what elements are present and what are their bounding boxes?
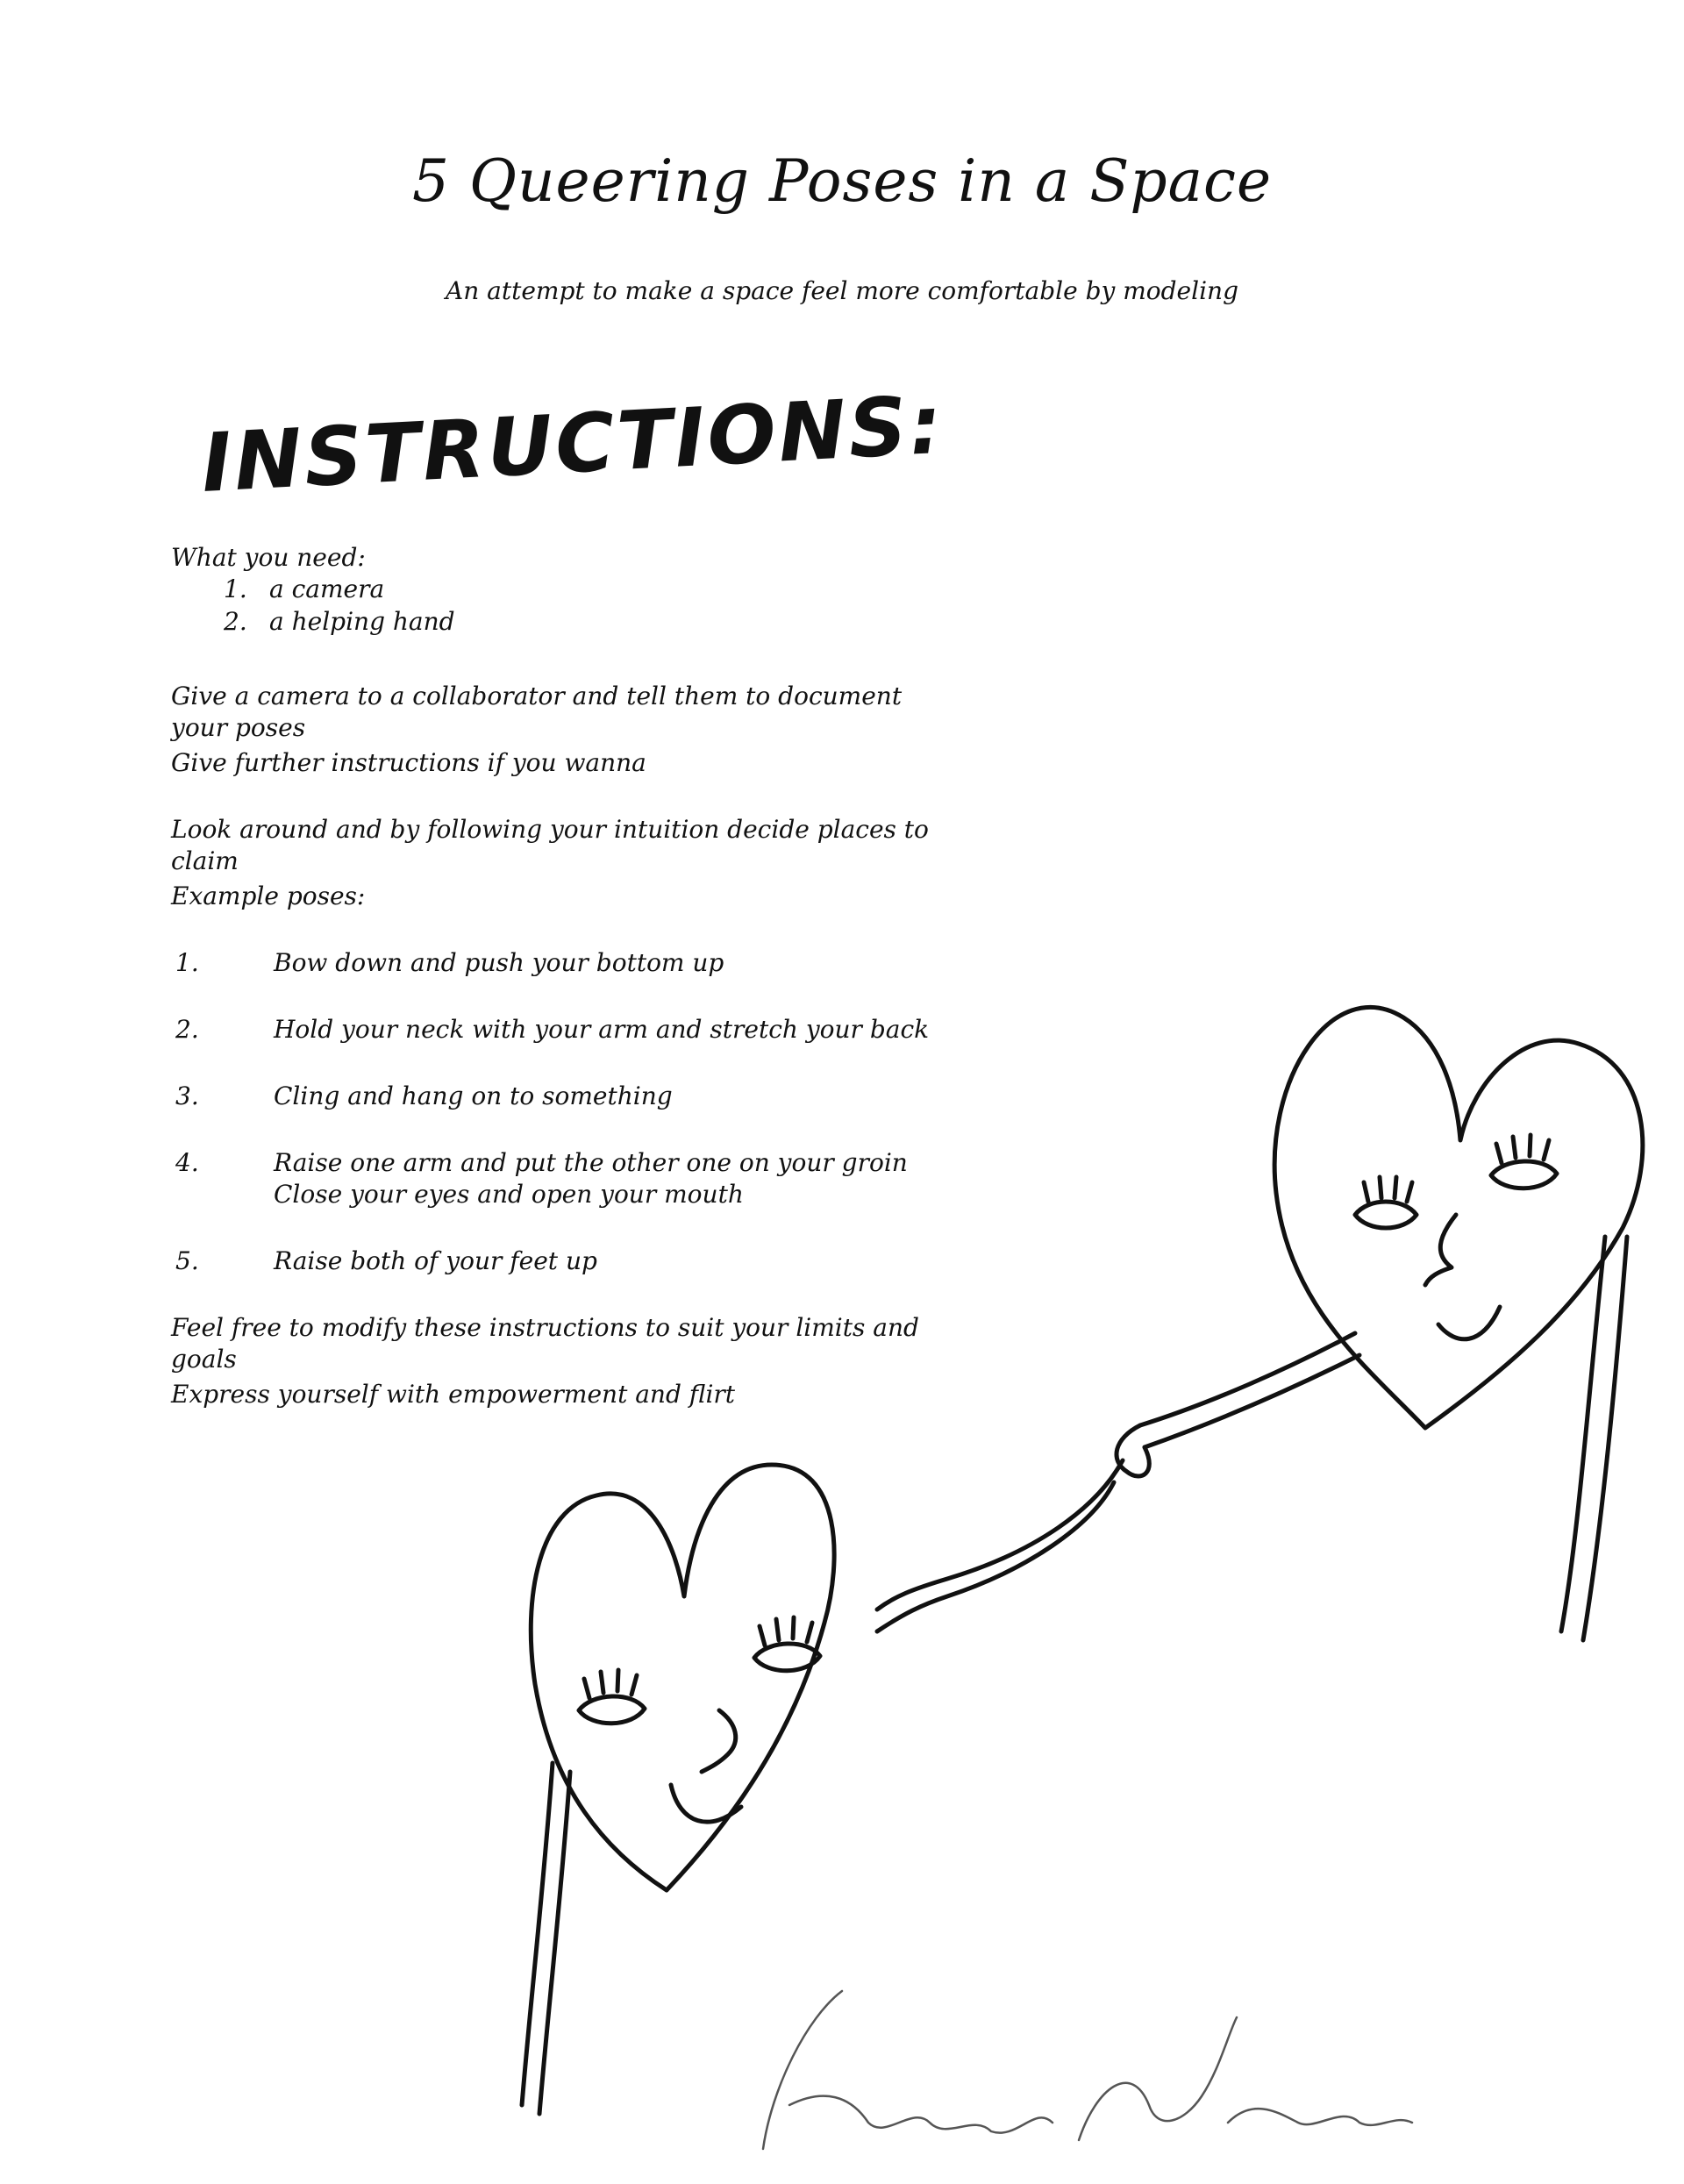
instructions-heading: INSTRUCTIONS:	[199, 377, 947, 510]
right-heart-lashes-right	[1496, 1135, 1549, 1163]
pose-text: Raise both of your feet up	[274, 1246, 597, 1275]
pose-text-line2: Close your eyes and open your mouth	[274, 1180, 744, 1209]
signature-mark	[763, 1991, 1412, 2149]
left-heart-leg	[522, 1763, 570, 2114]
pose-number: 2.	[175, 1015, 199, 1044]
what-you-need-label: What you need:	[171, 543, 366, 572]
left-heart-outline	[531, 1465, 834, 1890]
closing-paragraph: Feel free to modify these instructions to suit your limits and goals	[171, 1313, 919, 1374]
pose-number: 1.	[175, 948, 199, 977]
left-heart-arm-inner	[877, 1482, 1114, 1631]
instruction-paragraph: Give further instructions if you wanna	[171, 748, 646, 777]
pose-text: Bow down and push your bottom up	[274, 948, 724, 977]
instruction-paragraph: Look around and by following your intuition decide places to claim	[171, 815, 929, 876]
need-item-number: 1.	[224, 575, 247, 604]
right-heart-leg	[1561, 1237, 1627, 1640]
right-heart-lashes-left	[1364, 1177, 1412, 1202]
page-title: 5 Queering Poses in a Space	[411, 147, 1273, 215]
pose-text: Cling and hang on to something	[274, 1081, 673, 1110]
right-heart-arm-outer	[1140, 1333, 1355, 1425]
left-heart-lashes-left	[584, 1670, 637, 1698]
left-heart-lashes-right	[760, 1617, 812, 1645]
pose-number: 4.	[175, 1148, 199, 1177]
left-heart-mouth	[671, 1785, 741, 1822]
right-heart-arm-inner	[1145, 1355, 1359, 1447]
right-heart-outline	[1274, 1007, 1643, 1428]
right-heart-left-eye	[1355, 1202, 1416, 1228]
left-heart-right-eye	[754, 1644, 820, 1671]
pose-number: 5.	[175, 1246, 199, 1275]
left-heart-left-eye	[579, 1696, 645, 1724]
right-heart-right-eye	[1491, 1161, 1557, 1188]
need-item-text: a camera	[269, 575, 385, 604]
pose-text: Hold your neck with your arm and stretch your back	[274, 1015, 930, 1044]
closing-paragraph: Express yourself with empowerment and flirt	[171, 1380, 736, 1409]
need-item-text: a helping hand	[269, 606, 455, 636]
pose-text: Raise one arm and put the other one on your groin	[274, 1148, 908, 1177]
pose-number: 3.	[175, 1081, 199, 1110]
left-heart-nose	[702, 1710, 736, 1772]
page-subtitle: An attempt to make a space feel more comfortable by modeling	[446, 276, 1238, 305]
right-heart-nose	[1425, 1215, 1456, 1285]
need-item-number: 2.	[224, 606, 247, 636]
clasped-hands	[1117, 1425, 1149, 1476]
right-heart-mouth	[1438, 1307, 1500, 1339]
instruction-paragraph: Give a camera to a collaborator and tell them to document your poses	[171, 682, 903, 743]
example-poses-label: Example poses:	[171, 881, 366, 910]
left-heart-arm-outer	[877, 1460, 1123, 1609]
